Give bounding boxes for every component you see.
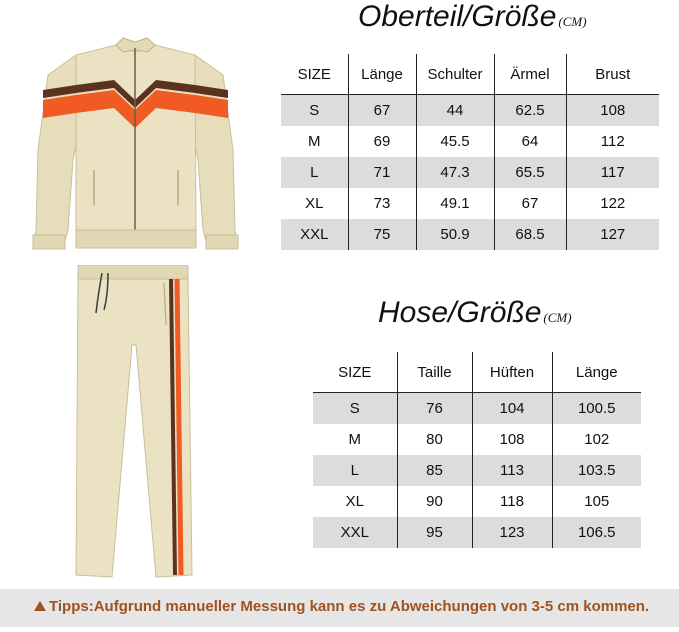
pants-size-title [378,296,572,330]
table-cell: 122 [566,188,659,219]
table-cell: 73 [348,188,416,219]
top-size-title [358,0,587,34]
top-size-title-text: Oberteil/Größe [358,0,557,33]
table-cell: 67 [348,95,416,127]
table-cell: L [281,157,348,188]
table-row [313,424,641,455]
table-cell: 47.3 [416,157,494,188]
table-cell: M [281,126,348,157]
table-row [313,455,641,486]
column-header: SIZE [281,54,348,95]
table-row [281,126,659,157]
table-row [281,188,659,219]
table-cell: 75 [348,219,416,250]
table-row [313,486,641,517]
table-cell: 71 [348,157,416,188]
table-cell: 108 [472,424,552,455]
top-size-table [281,54,659,250]
table-cell: XXL [281,219,348,250]
table-row [281,95,659,127]
table-header-row [313,352,641,393]
column-header: Ärmel [494,54,566,95]
pants-illustration [74,265,194,580]
table-cell: 65.5 [494,157,566,188]
table-cell: 117 [566,157,659,188]
table-cell: 106.5 [552,517,641,548]
table-cell: S [313,393,397,425]
jacket-illustration [28,30,243,265]
table-row [313,517,641,548]
table-cell: XL [281,188,348,219]
column-header: Schulter [416,54,494,95]
pants-size-table [313,352,641,548]
table-cell: 68.5 [494,219,566,250]
table-cell: 80 [397,424,472,455]
table-cell: 104 [472,393,552,425]
table-row [281,219,659,250]
top-size-title-unit: (CM) [558,14,587,29]
table-header-row [281,54,659,95]
table-cell: XL [313,486,397,517]
column-header: Hüften [472,352,552,393]
table-cell: 62.5 [494,95,566,127]
tip-text: Tipps:Aufgrund manueller Messung kann es zu Abweichungen von 3-5 cm kommen. [49,598,650,615]
table-cell: L [313,455,397,486]
column-header: Länge [552,352,641,393]
table-cell: 76 [397,393,472,425]
table-cell: 105 [552,486,641,517]
table-cell: 90 [397,486,472,517]
tip-bar [0,589,679,627]
table-cell: M [313,424,397,455]
table-cell: 69 [348,126,416,157]
table-cell: 100.5 [552,393,641,425]
table-cell: 45.5 [416,126,494,157]
warning-triangle-icon [34,601,46,611]
table-cell: 127 [566,219,659,250]
tip-message [34,598,649,615]
table-cell: 113 [472,455,552,486]
table-cell: XXL [313,517,397,548]
column-header: Brust [566,54,659,95]
table-cell: S [281,95,348,127]
table-cell: 103.5 [552,455,641,486]
table-cell: 95 [397,517,472,548]
pants-size-title-unit: (CM) [543,310,572,325]
table-row [281,157,659,188]
column-header: Länge [348,54,416,95]
table-cell: 64 [494,126,566,157]
table-cell: 50.9 [416,219,494,250]
table-cell: 112 [566,126,659,157]
table-cell: 85 [397,455,472,486]
table-cell: 49.1 [416,188,494,219]
table-cell: 108 [566,95,659,127]
table-row [313,393,641,425]
table-cell: 102 [552,424,641,455]
table-cell: 123 [472,517,552,548]
pants-size-title-text: Hose/Größe [378,296,542,329]
column-header: Taille [397,352,472,393]
table-cell: 118 [472,486,552,517]
table-cell: 44 [416,95,494,127]
column-header: SIZE [313,352,397,393]
table-cell: 67 [494,188,566,219]
